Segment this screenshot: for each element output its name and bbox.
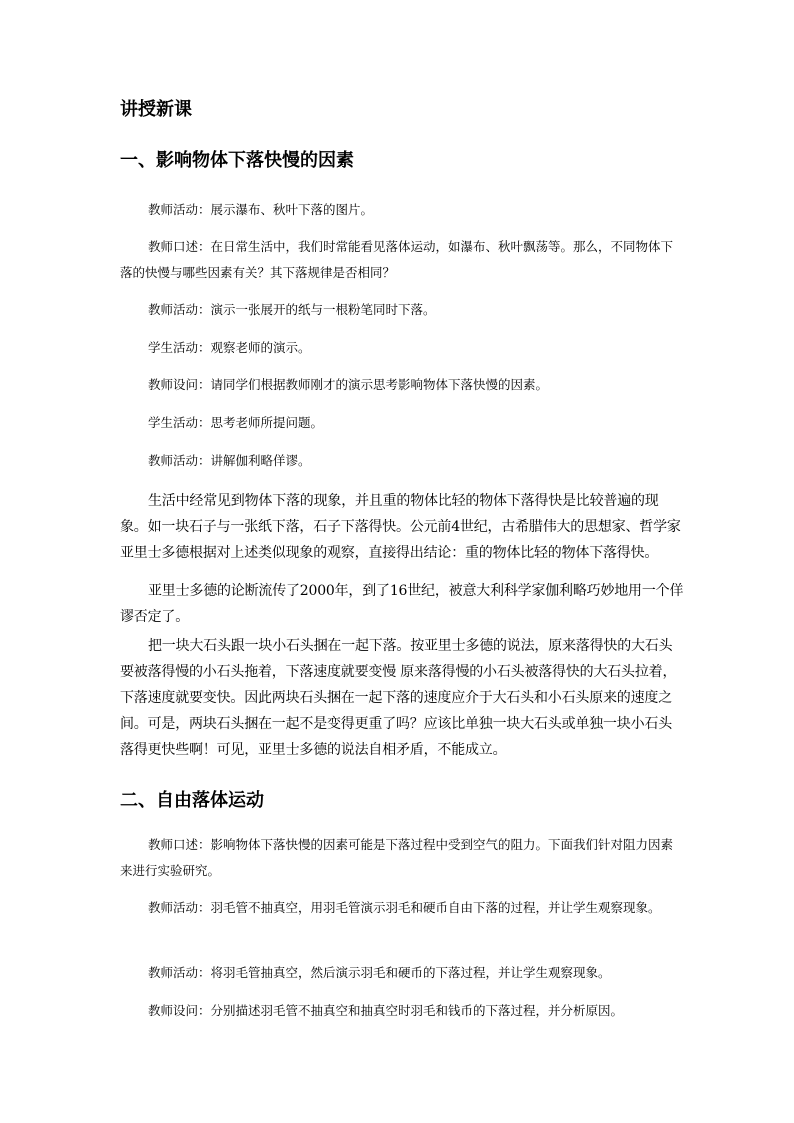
paragraph-teacher-narration-2: 教师口述：影响物体下落快慢的因素可能是下落过程中受到空气的阻力。下面我们针对阻力因素来进行实验研究。 [120, 837, 674, 878]
paragraph-teacher-activity-2: 教师活动：演示一张展开的纸与一根粉笔同时下落。 [148, 302, 436, 317]
paragraph-teacher-question-1: 教师设问：请同学们根据教师刚才的演示思考影响物体下落快慢的因素。 [148, 377, 549, 392]
paragraph-student-activity-1: 学生活动：观察老师的演示。 [148, 340, 311, 355]
section-heading-1: 一、影响物体下落快慢的因素 [120, 150, 354, 171]
section-heading-2: 二、自由落体运动 [120, 790, 264, 811]
text-paragraph-2: 亚里士多德的论断流传了2000年，到了16世纪，被意大利科学家伽利略巧妙地用一个佯谬否定了。 [120, 583, 684, 625]
paragraph-teacher-activity-3: 教师活动：讲解伽利略佯谬。 [148, 453, 311, 468]
paragraph-teacher-activity-1: 教师活动：展示瀑布、秋叶下落的图片。 [148, 202, 374, 217]
paragraph-teacher-question-2: 教师设问：分别描述羽毛管不抽真空和抽真空时羽毛和钱币的下落过程，并分析原因。 [148, 1003, 624, 1018]
text-paragraph-3: 把一块大石头跟一块小石头捆在一起下落。按亚里士多德的说法，原来落得快的大石头要被落得慢的小石头拖着，下落速度就要变慢 原来落得慢的小石头被落得快的大石头拉着，下落速度就要变快。因此两块石头捆在一起下落的速度应介于大石头和小石头原来的速度之间。可是，两块石头捆在一起不是变得更重了吗？应该比单独一块大石头或单独一块小石头落得更快些啊！可见，亚里士多德的说法自相矛盾，不能成立。 [120, 638, 677, 758]
text-paragraph-1: 生活中经常见到物体下落的现象，并且重的物体比轻的物体下落得快是比较普遍的现象。如一块石子与一张纸下落，石子下落得快。公元前4世纪，古希腊伟大的思想家、哲学家亚里士多德根据对上述类似现象的观察，直接得出结论：重的物体比轻的物体下落得快。 [120, 493, 681, 561]
paragraph-teacher-activity-4: 教师活动：羽毛管不抽真空，用羽毛管演示羽毛和硬币自由下落的过程，并让学生观察现象。 [148, 900, 661, 915]
paragraph-teacher-activity-5: 教师活动：将羽毛管抽真空，然后演示羽毛和硬币的下落过程，并让学生观察现象。 [148, 965, 611, 980]
paragraph-teacher-narration-1: 教师口述：在日常生活中，我们时常能看见落体运动，如瀑布、秋叶飘荡等。那么，不同物体下落的快慢与哪些因素有关？其下落规律是否相同？ [120, 239, 674, 280]
paragraph-student-activity-2: 学生活动：思考老师所提问题。 [148, 415, 324, 430]
main-heading: 讲授新课 [120, 99, 192, 120]
